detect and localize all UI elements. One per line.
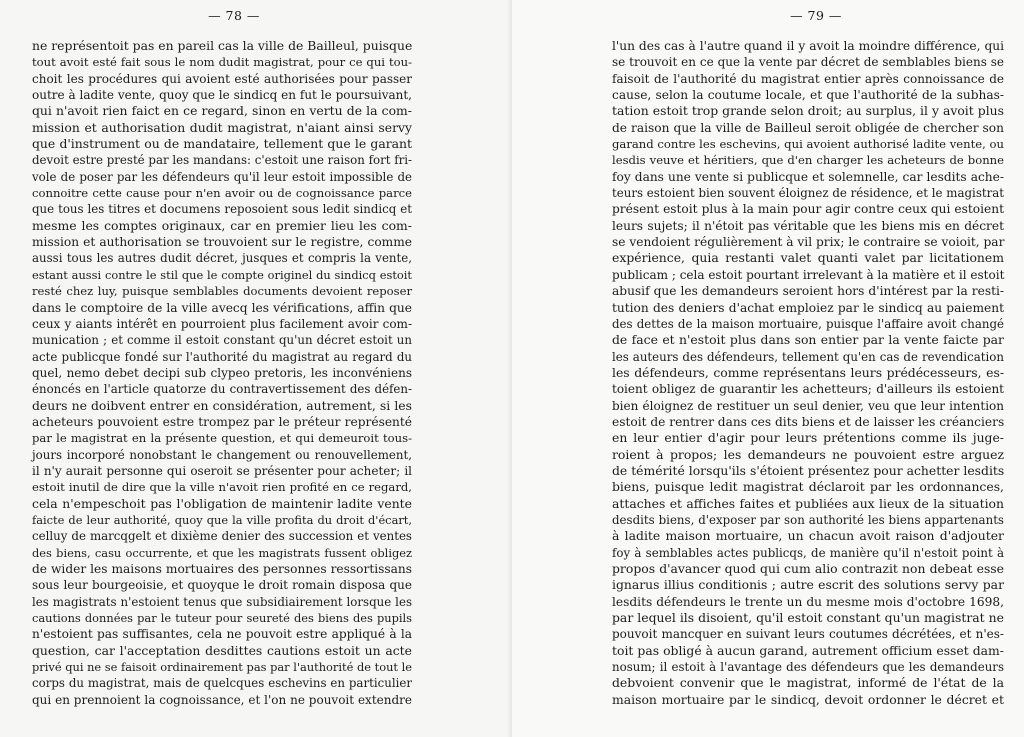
text-line: question, car l'acceptation desdittes cautions estoit un acte — [32, 642, 412, 658]
text-line: tation estoit trop grande selon droit; au surplus, il y avoit plus — [612, 103, 1004, 119]
text-line: faisoit de l'authorité du magistrat entier après connoissance de — [612, 71, 1004, 86]
text-line: bien éloignez de restituer un seul denier, veu que leur intention — [612, 398, 1004, 413]
text-line: de raison que la ville de Bailleul seroit obligée de chercher son — [612, 120, 1004, 135]
text-line: foy dans une vente si publicque et solemnelle, car lesdits ache- — [612, 169, 1004, 184]
text-line: les défendeurs, comme représentans leurs prédécesseurs, es- — [612, 364, 1004, 380]
text-line: cela n'empeschoit pas l'obligation de maintenir ladite vente — [32, 495, 412, 511]
text-line: cause, selon la coutume locale, et que l'authorité de la subhas- — [612, 88, 1004, 103]
text-line: mission et authorisation dudit magistrat, n'aiant ainsi servy — [32, 119, 412, 135]
text-line: ne représentoit pas en pareil cas la ville de Bailleul, puisque — [32, 38, 413, 53]
right-page — [512, 0, 1024, 737]
text-line: tout avoit esté fait sous le nom dudit magistrat, pour ce qui tou- — [32, 55, 412, 70]
text-line: outre à ladite vente, quoy que le sindicq en fut le poursuivant, — [32, 88, 412, 103]
text-line: de témérité lorsqu'ils s'étoient présentez pour achetter lesdits — [612, 462, 1005, 478]
text-line: mesme les comptes originaux, car en premier lieu les com- — [32, 217, 412, 233]
text-line: tution des deniers d'achat emploiez par le sindicq au paiement — [612, 300, 1004, 315]
right-page-body — [612, 38, 1004, 708]
text-line: des biens, casu occurrente, et que les magistrats fussent obligez — [32, 545, 412, 560]
text-line: privé qui ne se faisoit ordinairement pas par l'authorité de tout le — [32, 660, 412, 675]
text-line: de face et n'estoit plus dans son entier par la vente faicte par — [612, 332, 1004, 348]
text-line: maison mortuaire par le sindicq, devoit ordonner le décret et — [612, 691, 1004, 707]
text-line: munication ; et comme il estoit constant qu'un décret estoit un — [32, 333, 412, 348]
left-page-number: — 78 — — [208, 8, 260, 23]
text-line: qui n'avoit rien faict en ce regard, sinon en vertu de la com- — [32, 103, 412, 119]
text-line: ceux y aiants intérêt en pourroient plus facilement avoir com- — [32, 316, 412, 331]
text-line: abusif que les demandeurs seroient hors d'intérest par la resti- — [612, 284, 1004, 299]
text-line: se vendoient régulièrement à vil prix; le contraire se voioit, par — [612, 235, 1005, 250]
text-line: quel, nemo debet decipi sub clypeo pretoris, les inconvéniens — [32, 365, 412, 380]
text-line: énoncés en l'article quatorze du contravertissement des défen- — [32, 382, 412, 397]
text-line: resté chez luy, puisque semblables documents devoient reposer — [32, 284, 412, 299]
text-line: connoitre cette cause pour n'en avoir ou de cognoissance parce — [32, 186, 412, 201]
text-line: lesdis veuve et héritiers, que d'en charger les acheteurs de bonne — [612, 153, 1004, 168]
text-line: celluy de marcqgelt et dixième denier des succession et ventes — [32, 529, 412, 544]
text-line: en leur entier d'agir pour leurs prétentions comme ils juge- — [612, 430, 1004, 446]
text-line: dans le comptoire de la ville avecq les vérifications, affin que — [32, 300, 412, 315]
text-line: des dettes de la maison mortuaire, puisque l'affaire avoit changé — [612, 316, 1004, 331]
text-line: expérience, quia restanti valet quanti valet par licitationem — [612, 250, 1004, 266]
text-line: publicam ; cela estoit pourtant irrelevant à la matière et il estoit — [612, 267, 1005, 282]
text-line: propos d'avancer quod qui cum alio contrazit non debeat esse — [612, 561, 1004, 576]
text-line: mission et authorisation se trouvoient sur le registre, comme — [32, 235, 412, 250]
text-line: roient à propos; les demandeurs ne pouvoient estre arguez — [612, 446, 1004, 462]
right-page-number: — 79 — — [790, 8, 842, 23]
text-line: se trouvoit en ce que la vente par décret de semblables biens se — [612, 55, 1004, 70]
left-page-body — [32, 38, 412, 708]
text-line: cautions données par le tuteur pour seureté des biens des pupils — [32, 611, 412, 626]
text-line: jours incorporé nonobstant le changement ou renouvellement, — [32, 447, 412, 462]
text-line: que d'instrument ou de mandataire, tellement que le garant — [32, 136, 412, 152]
text-line: desdits biens, d'exposer par son authorité les biens appartenants — [612, 512, 1004, 527]
text-line: présent estoit plus à la main pour agir contre ceux qui estoient — [612, 202, 1004, 217]
text-line: attaches et affiches faites et publiées aux lieux de la situation — [612, 495, 1004, 511]
text-line: il n'y aurait personne qui oseroit se présenter pour acheter; il — [32, 463, 412, 478]
text-line: nosum; il estoit à l'avantage des défendeurs que les demandeurs — [612, 660, 1004, 675]
text-line: ignarus illius conditionis ; autre escrit des solutions servy par — [612, 577, 1004, 593]
text-line: toient obligez de guarantir les achetteurs; d'ailleurs ils estoient — [612, 382, 1004, 397]
text-line: faicte de leur authorité, quoy que la ville profita du droit d'écart, — [32, 512, 412, 527]
text-line: teurs estoient bien souvent éloignez de résidence, et le magistrat — [612, 186, 1005, 201]
text-line: les auteurs des défendeurs, tellement qu'en cas de revendication — [612, 349, 1004, 364]
text-line: acte publicque fondé sur l'authorité du magistrat au regard du — [32, 349, 412, 364]
text-line: toit pas obligé à aucun garand, autrement officium esset dam- — [612, 642, 1004, 658]
text-line: acheteurs pouvoient estre trompez par le préteur représenté — [32, 414, 412, 429]
text-line: estant aussi contre le stil que le compte originel du sindicq estoit — [32, 267, 412, 282]
text-line: choit les procédures qui avoient esté authorisées pour passer — [32, 71, 412, 86]
text-line: sous leur bourgeoisie, et quoyque le droit romain disposa que — [32, 578, 412, 593]
text-line: biens, puisque ledit magistrat déclaroit par les ordonnances, — [612, 479, 1004, 495]
text-line: debvoient convenir que le magistrat, informé de l'état de la — [612, 675, 1004, 691]
text-line: n'estoient pas suffisantes, cela ne pouvoit estre appliqué à la — [32, 627, 412, 642]
text-line: que tous les titres et documens reposoient sous ledit sindicq et — [32, 202, 412, 217]
text-line: estoit inutil de dire que la ville n'avoit rien profité en ce regard, — [32, 480, 412, 495]
text-line: deurs ne doibvent entrer en considération, autrement, si les — [32, 397, 412, 413]
text-line: à ladite maison mortuaire, un chacun avoit raison d'adjouter — [612, 528, 1004, 544]
text-line: les magistrats n'estoient tenus que subsidiairement lorsque les — [32, 594, 412, 609]
text-line: estoit de rentrer dans ces dits biens et de laisser les créanciers — [612, 414, 1005, 429]
text-line: foy à semblables actes publicqs, de manière qu'il n'estoit point à — [612, 545, 1004, 560]
text-line: corps du magistrat, mais de quelcques eschevins en particulier — [32, 676, 412, 691]
text-line: aussi tous les autres dudit décret, jusques et compris la vente, — [32, 251, 412, 266]
text-line: de wider les maisons mortuaires des personnes ressortissans — [32, 562, 412, 576]
text-line: vole de poser par les défendeurs qu'il leur estoit impossible de — [32, 169, 412, 184]
text-line: par lequel ils disoient, qu'il estoit constant qu'un magistrat ne — [612, 610, 1004, 626]
text-line: leurs sujets; il n'étoit pas véritable que les biens mis en décret — [612, 218, 1004, 233]
text-line: par le magistrat en la présente question, et qui demeuroit tous- — [32, 431, 412, 446]
text-line: lesdits défendeurs le trente un du mesme mois d'octobre 1698, — [612, 594, 1004, 609]
text-line: devoit estre presté par les mandans: c'estoit une raison fort fri- — [32, 153, 412, 168]
text-line: qui en prennoient la cognoissance, et l'on ne pouvoit extendre — [32, 692, 412, 707]
text-line: pouvoit mancquer en suivant leurs coutumes décrétées, et n'es- — [612, 627, 1004, 642]
text-line: l'un des cas à l'autre quand il y avoit la moindre différence, qui — [612, 39, 1004, 53]
text-line: garand contre les eschevins, qui avoient authorisé ladite vente, ou — [612, 137, 1004, 152]
